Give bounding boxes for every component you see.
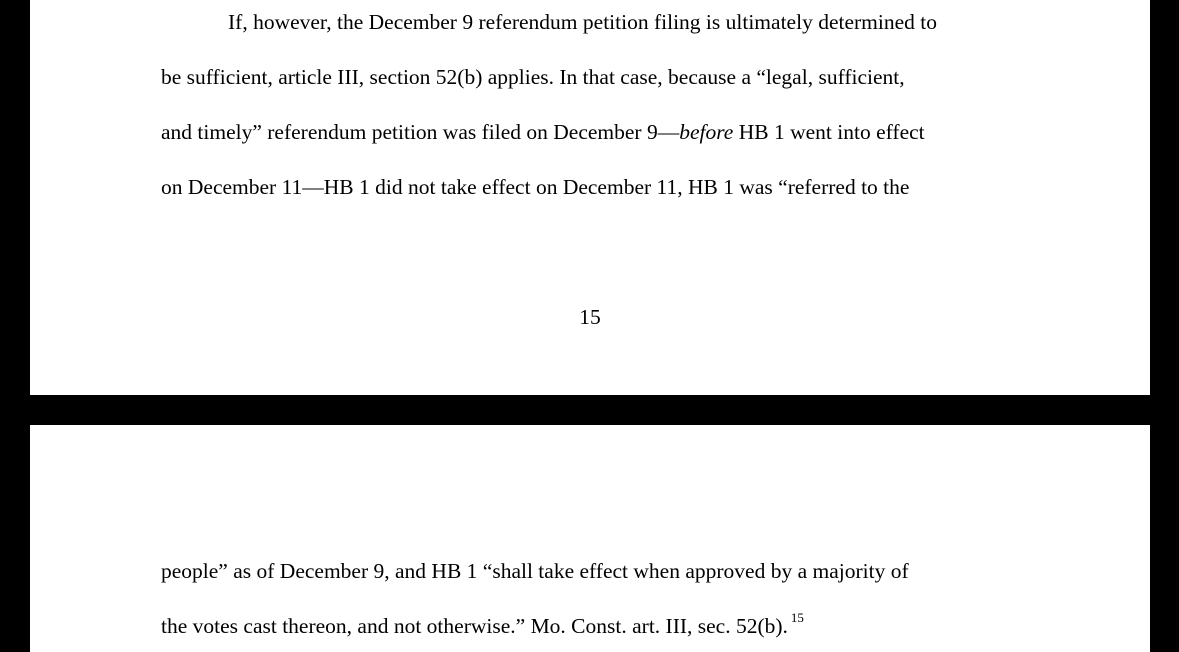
paragraph-line: on December 11—HB 1 did not take effect on December 11, HB 1 was “referred to the	[161, 175, 910, 199]
paragraph-line: people” as of December 9, and HB 1 “shall take effect when approved by a majority of	[161, 559, 909, 583]
document-page-16	[30, 425, 1150, 652]
paragraph-line	[161, 610, 804, 638]
document-page-15	[30, 0, 1150, 395]
italic-emphasis: before	[679, 120, 734, 144]
paragraph-line	[161, 122, 925, 144]
paragraph-line: be sufficient, article III, section 52(b) applies. In that case, because a “legal, sufficient,	[161, 65, 905, 89]
paragraph-text: the votes cast thereon, and not otherwise.” Mo. Const. art. III, sec. 52(b).	[161, 614, 788, 638]
paragraph-text: and timely” referendum petition was filed on December 9—	[161, 120, 680, 144]
paragraph-line: If, however, the December 9 referendum petition filing is ultimately determined to	[228, 10, 937, 34]
footnote-marker[interactable]: 15	[790, 610, 804, 625]
paragraph-text: HB 1 went into effect	[733, 120, 925, 144]
page-number: 15	[579, 305, 601, 329]
